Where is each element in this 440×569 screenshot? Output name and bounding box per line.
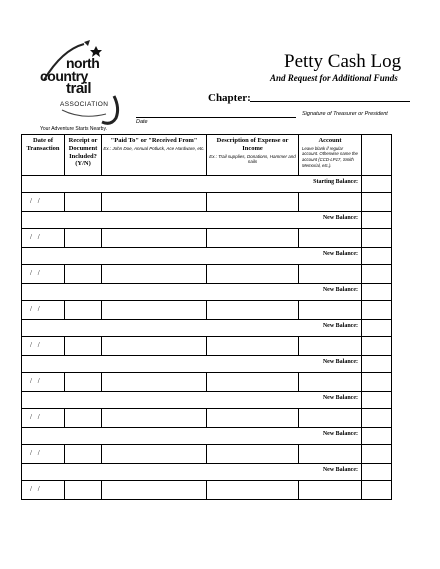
- signature-label: Signature of Treasurer or President: [302, 111, 388, 117]
- balance-row-spacer: [207, 212, 299, 229]
- receipt-cell[interactable]: [65, 193, 102, 212]
- balance-row: [22, 320, 392, 337]
- amount-cell[interactable]: [362, 193, 392, 212]
- balance-row-spacer: [22, 356, 65, 373]
- balance-row: [22, 212, 392, 229]
- description-cell[interactable]: [207, 445, 299, 464]
- paid-cell[interactable]: [102, 409, 207, 428]
- description-cell[interactable]: [207, 193, 299, 212]
- balance-label: New Balance:: [299, 392, 362, 409]
- logo-word-trail: trail: [66, 80, 92, 97]
- balance-row: [22, 176, 392, 193]
- date-cell[interactable]: / /: [22, 481, 65, 500]
- balance-amount-cell[interactable]: [362, 356, 392, 373]
- date-cell[interactable]: / /: [22, 265, 65, 284]
- balance-label: New Balance:: [299, 248, 362, 265]
- table-row: [22, 373, 392, 392]
- account-cell[interactable]: [299, 409, 362, 428]
- balance-amount-cell[interactable]: [362, 248, 392, 265]
- balance-row-spacer: [22, 320, 65, 337]
- account-cell[interactable]: [299, 229, 362, 248]
- balance-row-spacer: [102, 176, 207, 193]
- logo-tagline: Your Adventure Starts Nearby.: [40, 126, 107, 132]
- description-example: Ex.: Trail supplies, Donations, Hammer and nails: [209, 153, 296, 165]
- balance-row-spacer: [102, 248, 207, 265]
- description-cell[interactable]: [207, 481, 299, 500]
- balance-row-spacer: [22, 176, 65, 193]
- balance-amount-cell[interactable]: [362, 212, 392, 229]
- column-header-paid: "Paid To" or "Received From" Ex.: John Doe, Annual Potluck, Ace Hardware, etc.: [102, 135, 207, 176]
- paid-cell[interactable]: [102, 301, 207, 320]
- balance-amount-cell[interactable]: [362, 176, 392, 193]
- receipt-cell[interactable]: [65, 409, 102, 428]
- balance-row-spacer: [22, 248, 65, 265]
- balance-label: New Balance:: [299, 212, 362, 229]
- paid-cell[interactable]: [102, 373, 207, 392]
- receipt-cell[interactable]: [65, 373, 102, 392]
- balance-label: New Balance:: [299, 320, 362, 337]
- logo-word-country: country: [40, 68, 88, 84]
- balance-row: [22, 248, 392, 265]
- column-header-date: Date of Transaction: [22, 135, 65, 176]
- date-cell[interactable]: / /: [22, 229, 65, 248]
- description-cell[interactable]: [207, 265, 299, 284]
- table-row: [22, 409, 392, 428]
- table-row: [22, 229, 392, 248]
- amount-cell[interactable]: [362, 265, 392, 284]
- signature-field[interactable]: [136, 117, 296, 118]
- description-cell[interactable]: [207, 409, 299, 428]
- description-cell[interactable]: [207, 229, 299, 248]
- date-cell[interactable]: / /: [22, 337, 65, 356]
- balance-row-spacer: [22, 464, 65, 481]
- receipt-cell[interactable]: [65, 481, 102, 500]
- receipt-cell[interactable]: [65, 445, 102, 464]
- account-cell[interactable]: [299, 373, 362, 392]
- balance-row-spacer: [65, 428, 102, 445]
- table-row: [22, 481, 392, 500]
- paid-cell[interactable]: [102, 193, 207, 212]
- balance-amount-cell[interactable]: [362, 392, 392, 409]
- chapter-label: Chapter:: [208, 92, 251, 104]
- balance-row-spacer: [207, 176, 299, 193]
- balance-amount-cell[interactable]: [362, 284, 392, 301]
- balance-label: New Balance:: [299, 464, 362, 481]
- balance-row-spacer: [22, 392, 65, 409]
- balance-row-spacer: [65, 320, 102, 337]
- balance-amount-cell[interactable]: [362, 464, 392, 481]
- paid-cell[interactable]: [102, 445, 207, 464]
- table-row: [22, 193, 392, 212]
- balance-row-spacer: [207, 320, 299, 337]
- balance-label: New Balance:: [299, 356, 362, 373]
- date-cell[interactable]: / /: [22, 445, 65, 464]
- signature-date-label: Date: [136, 119, 148, 125]
- balance-row-spacer: [65, 176, 102, 193]
- petty-cash-table: [21, 134, 392, 500]
- column-header-balance: [362, 135, 392, 176]
- balance-row: [22, 356, 392, 373]
- account-cell[interactable]: [299, 265, 362, 284]
- balance-row-spacer: [207, 392, 299, 409]
- logo-word-north: north: [66, 55, 100, 71]
- balance-row-spacer: [207, 284, 299, 301]
- date-cell[interactable]: / /: [22, 193, 65, 212]
- column-header-account: Account Leave blank if regular account. Otherwise name the account (CCD-LP17, Smith Memorial, etc.).: [299, 135, 362, 176]
- balance-row-spacer: [207, 248, 299, 265]
- account-cell[interactable]: [299, 481, 362, 500]
- date-cell[interactable]: / /: [22, 373, 65, 392]
- receipt-cell[interactable]: [65, 265, 102, 284]
- balance-label: New Balance:: [299, 284, 362, 301]
- page-subtitle: And Request for Additional Funds: [270, 73, 398, 83]
- balance-row-spacer: [102, 320, 207, 337]
- description-cell[interactable]: [207, 301, 299, 320]
- amount-cell[interactable]: [362, 445, 392, 464]
- balance-label: Starting Balance:: [299, 176, 362, 193]
- paid-cell[interactable]: [102, 265, 207, 284]
- table-row: [22, 337, 392, 356]
- table-row: [22, 301, 392, 320]
- balance-row-spacer: [65, 464, 102, 481]
- balance-row-spacer: [207, 428, 299, 445]
- balance-row: [22, 464, 392, 481]
- paid-cell[interactable]: [102, 337, 207, 356]
- paid-cell[interactable]: [102, 481, 207, 500]
- column-header-description: Description of Expense or Income Ex.: Trail supplies, Donations, Hammer and nails: [207, 135, 299, 176]
- logo-word-association: ASSOCIATION: [60, 101, 109, 108]
- balance-row-spacer: [22, 428, 65, 445]
- balance-row-spacer: [22, 212, 65, 229]
- balance-row-spacer: [102, 428, 207, 445]
- account-cell[interactable]: [299, 445, 362, 464]
- balance-row-spacer: [65, 356, 102, 373]
- date-cell[interactable]: / /: [22, 409, 65, 428]
- table-row: [22, 445, 392, 464]
- balance-row-spacer: [65, 392, 102, 409]
- receipt-cell[interactable]: [65, 337, 102, 356]
- page-title: Petty Cash Log: [284, 51, 402, 72]
- paid-cell[interactable]: [102, 229, 207, 248]
- balance-row: [22, 392, 392, 409]
- balance-row-spacer: [102, 212, 207, 229]
- balance-row-spacer: [102, 356, 207, 373]
- account-cell[interactable]: [299, 301, 362, 320]
- paid-example: Ex.: John Doe, Annual Potluck, Ace Hardware, etc.: [103, 145, 205, 151]
- amount-cell[interactable]: [362, 229, 392, 248]
- amount-cell[interactable]: [362, 337, 392, 356]
- date-cell[interactable]: / /: [22, 301, 65, 320]
- account-cell[interactable]: [299, 337, 362, 356]
- receipt-cell[interactable]: [65, 301, 102, 320]
- chapter-field[interactable]: [250, 101, 410, 102]
- balance-amount-cell[interactable]: [362, 320, 392, 337]
- receipt-cell[interactable]: [65, 229, 102, 248]
- balance-row: [22, 284, 392, 301]
- description-cell[interactable]: [207, 373, 299, 392]
- account-cell[interactable]: [299, 193, 362, 212]
- balance-row-spacer: [65, 212, 102, 229]
- balance-row: [22, 428, 392, 445]
- balance-row-spacer: [102, 284, 207, 301]
- balance-amount-cell[interactable]: [362, 428, 392, 445]
- amount-cell[interactable]: [362, 409, 392, 428]
- nct-logo: [22, 40, 132, 130]
- balance-row-spacer: [22, 284, 65, 301]
- balance-row-spacer: [102, 392, 207, 409]
- balance-row-spacer: [207, 464, 299, 481]
- balance-row-spacer: [102, 464, 207, 481]
- table-row: [22, 265, 392, 284]
- amount-cell[interactable]: [362, 481, 392, 500]
- balance-row-spacer: [65, 248, 102, 265]
- description-cell[interactable]: [207, 337, 299, 356]
- account-note: Leave blank if regular account. Otherwise name the account (CCD-LP17, Smith Memorial, etc.).: [302, 145, 358, 168]
- amount-cell[interactable]: [362, 301, 392, 320]
- amount-cell[interactable]: [362, 373, 392, 392]
- balance-label: New Balance:: [299, 428, 362, 445]
- balance-row-spacer: [207, 356, 299, 373]
- column-header-receipt: Receipt or Document Included? (Y/N): [65, 135, 102, 176]
- balance-row-spacer: [65, 284, 102, 301]
